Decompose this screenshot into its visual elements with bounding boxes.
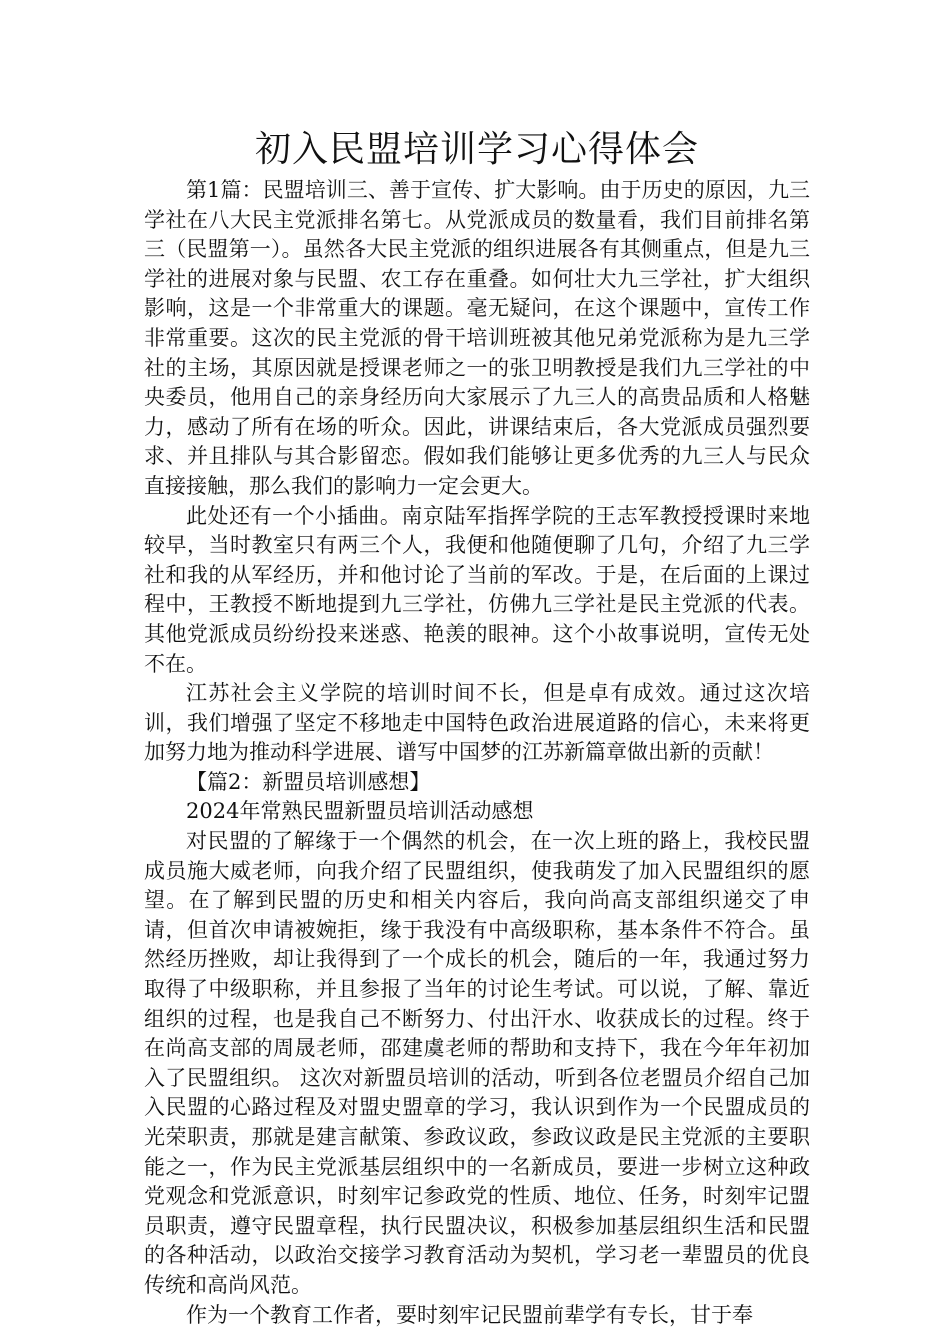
- paragraph-5: 作为一个教育工作者，要时刻牢记民盟前辈学有专长，甘于奉: [186, 1302, 753, 1327]
- paragraph-2: 此处还有一个小插曲。南京陆军指挥学院的王志军教授授课时来地较早，当时教室只有两三个人，我便和他随便聊了几句，介绍了九三学社和我的从军经历，并和他讨论了当前的军改。于是，在后面的上课过程中，王教授不断地提到九三学社，仿佛九三学社是民主党派的代表。其他党派成员纷纷投来迷惑、艳羡的眼神。这个小故事说明，宣传无处不在。: [144, 503, 810, 676]
- paragraph-4: 对民盟的了解缘于一个偶然的机会，在一次上班的路上，我校民盟成员施大威老师，向我介绍了民盟组织，使我萌发了加入民盟组织的愿望。在了解到民盟的历史和相关内容后，我向尚高支部组织递交了申请，但首次申请被婉拒，缘于我没有中高级职称，基本条件不符合。虽然经历挫败，却让我得到了一个成长的机会，随后的一年，我通过努力取得了中级职称，并且参报了当年的讨论生考试。可以说，了解、靠近组织的过程，也是我自己不断努力、付出汗水、收获成长的过程。终于在尚高支部的周晟老师，邵建虞老师的帮助和支持下，我在今年年初加入了民盟组织。 这次对新盟员培训的活动，听到各位老盟员介绍自己加入民盟的心路过程及对盟史盟章的学习，我认识到作为一个民盟成员的光荣职责，那就是建言献策、参政议政，参政议政是民主党派的主要职能之一，作为民主党派基层组织中的一名新成员，要进一步树立这种政党观念和党派意识，时刻牢记参政党的性质、地位、任务，时刻牢记盟员职责，遵守民盟章程，执行民盟决议，积极参加基层组织生活和民盟的各种活动，以政治交接学习教育活动为契机，学习老一辈盟员的优良传统和高尚风范。: [144, 829, 810, 1297]
- document-page: [144, 128, 810, 1330]
- paragraph-1: 第1篇：民盟培训三、善于宣传、扩大影响。由于历史的原因，九三学社在八大民主党派排名第七。从党派成员的数量看，我们目前排名第三（民盟第一）。虽然各大民主党派的组织进展各有其侧重点，但是九三学社的进展对象与民盟、农工存在重叠。如何壮大九三学社，扩大组织影响，这是一个非常重大的课题。毫无疑问，在这个课题中，宣传工作非常重要。这次的民主党派的骨干培训班被其他兄弟党派称为是九三学社的主场，其原因就是授课老师之一的张卫明教授是我们九三学社的中央委员，他用自己的亲身经历向大家展示了九三人的高贵品质和人格魅力，感动了所有在场的听众。因此，讲课结束后，各大党派成员强烈要求、并且排队与其合影留恋。假如我们能够让更多优秀的九三人与民众直接接触，那么我们的影响力一定会更大。: [144, 178, 810, 498]
- section-subtitle: 2024年常熟民盟新盟员培训活动感想: [186, 799, 534, 824]
- section-heading: 【篇2：新盟员培训感想】: [186, 769, 431, 794]
- document-title: 初入民盟培训学习心得体会: [254, 129, 699, 170]
- paragraph-3: 江苏社会主义学院的培训时间不长，但是卓有成效。通过这次培训，我们增强了坚定不移地走中国特色政治进展道路的信心，未来将更加努力地为推动科学进展、谱写中国梦的江苏新篇章做出新的贡献！: [144, 681, 810, 765]
